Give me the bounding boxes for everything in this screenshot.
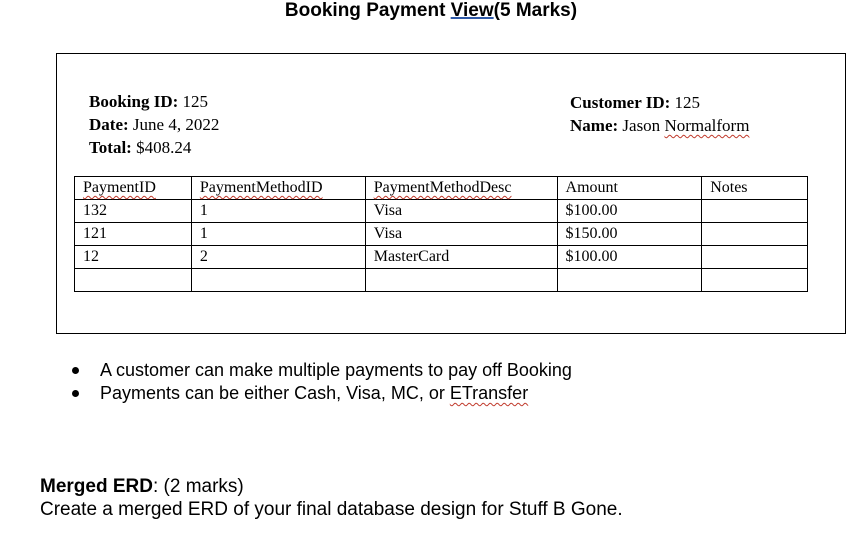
customer-id-value: 125 <box>674 93 701 112</box>
bullet-text: A customer can make multiple payments to pay off Booking <box>100 360 572 380</box>
booking-id-label: Booking ID: <box>89 92 179 111</box>
cell-payment-id: 121 <box>75 223 192 246</box>
customer-info <box>570 91 749 137</box>
cell-payment-method-id <box>191 269 365 292</box>
booking-total-label: Total: <box>89 138 132 157</box>
bullet-list <box>70 359 572 405</box>
cell-amount: $100.00 <box>557 246 702 269</box>
booking-date-value: June 4, 2022 <box>132 115 220 134</box>
cell-amount <box>557 269 702 292</box>
title-view-link[interactable]: View <box>450 0 494 21</box>
cell-notes <box>702 269 808 292</box>
header-payment-method-id: PaymentMethodID <box>191 177 365 200</box>
cell-notes <box>702 246 808 269</box>
merged-erd-marks: : (2 marks) <box>152 476 244 497</box>
booking-id-value: 125 <box>182 92 209 111</box>
customer-id-line <box>570 91 749 114</box>
cell-amount: $150.00 <box>557 223 702 246</box>
booking-date-line <box>89 113 219 136</box>
list-item <box>70 359 572 382</box>
customer-name-first: Jason <box>622 116 665 135</box>
cell-payment-id: 132 <box>75 200 192 223</box>
page-title <box>0 0 862 22</box>
merged-erd-section <box>40 475 623 521</box>
cell-amount: $100.00 <box>557 200 702 223</box>
booking-date-label: Date: <box>89 115 129 134</box>
merged-erd-heading-line <box>40 475 623 498</box>
cell-notes <box>702 223 808 246</box>
customer-name-line <box>570 114 749 137</box>
header-payment-id: PaymentID <box>75 177 192 200</box>
cell-payment-method-desc: Visa <box>365 223 557 246</box>
booking-total-value: $408.24 <box>136 138 192 157</box>
header-notes: Notes <box>702 177 808 200</box>
list-item <box>70 382 572 405</box>
bullet-etransfer-word: ETransfer <box>449 383 529 403</box>
header-amount: Amount <box>557 177 702 200</box>
table-row <box>75 246 808 269</box>
merged-erd-heading: Merged ERD <box>40 476 153 497</box>
merged-erd-description: Create a merged ERD of your final database design for Stuff B Gone. <box>40 499 623 520</box>
booking-total-line <box>89 136 219 159</box>
cell-payment-id: 12 <box>75 246 192 269</box>
customer-id-label: Customer ID: <box>570 93 671 112</box>
cell-payment-method-desc <box>365 269 557 292</box>
title-prefix: Booking Payment <box>284 0 451 21</box>
booking-info <box>89 90 219 159</box>
header-payment-method-desc: PaymentMethodDesc <box>365 177 557 200</box>
bullet-icon <box>72 390 79 397</box>
table-row <box>75 269 808 292</box>
table-header-row <box>75 177 808 200</box>
bullet-icon <box>72 367 79 374</box>
booking-id-line <box>89 90 219 113</box>
cell-payment-id <box>75 269 192 292</box>
cell-payment-method-id: 1 <box>191 223 365 246</box>
payments-table <box>74 176 808 292</box>
cell-payment-method-desc: MasterCard <box>365 246 557 269</box>
cell-payment-method-id: 2 <box>191 246 365 269</box>
cell-payment-method-desc: Visa <box>365 200 557 223</box>
bullet-text: Payments can be either Cash, Visa, MC, or <box>100 383 450 403</box>
title-suffix: (5 Marks) <box>493 0 578 21</box>
cell-notes <box>702 200 808 223</box>
cell-payment-method-id: 1 <box>191 200 365 223</box>
customer-name-label: Name: <box>570 116 619 135</box>
table-row <box>75 223 808 246</box>
customer-name-last: Normalform <box>664 116 750 135</box>
table-row <box>75 200 808 223</box>
